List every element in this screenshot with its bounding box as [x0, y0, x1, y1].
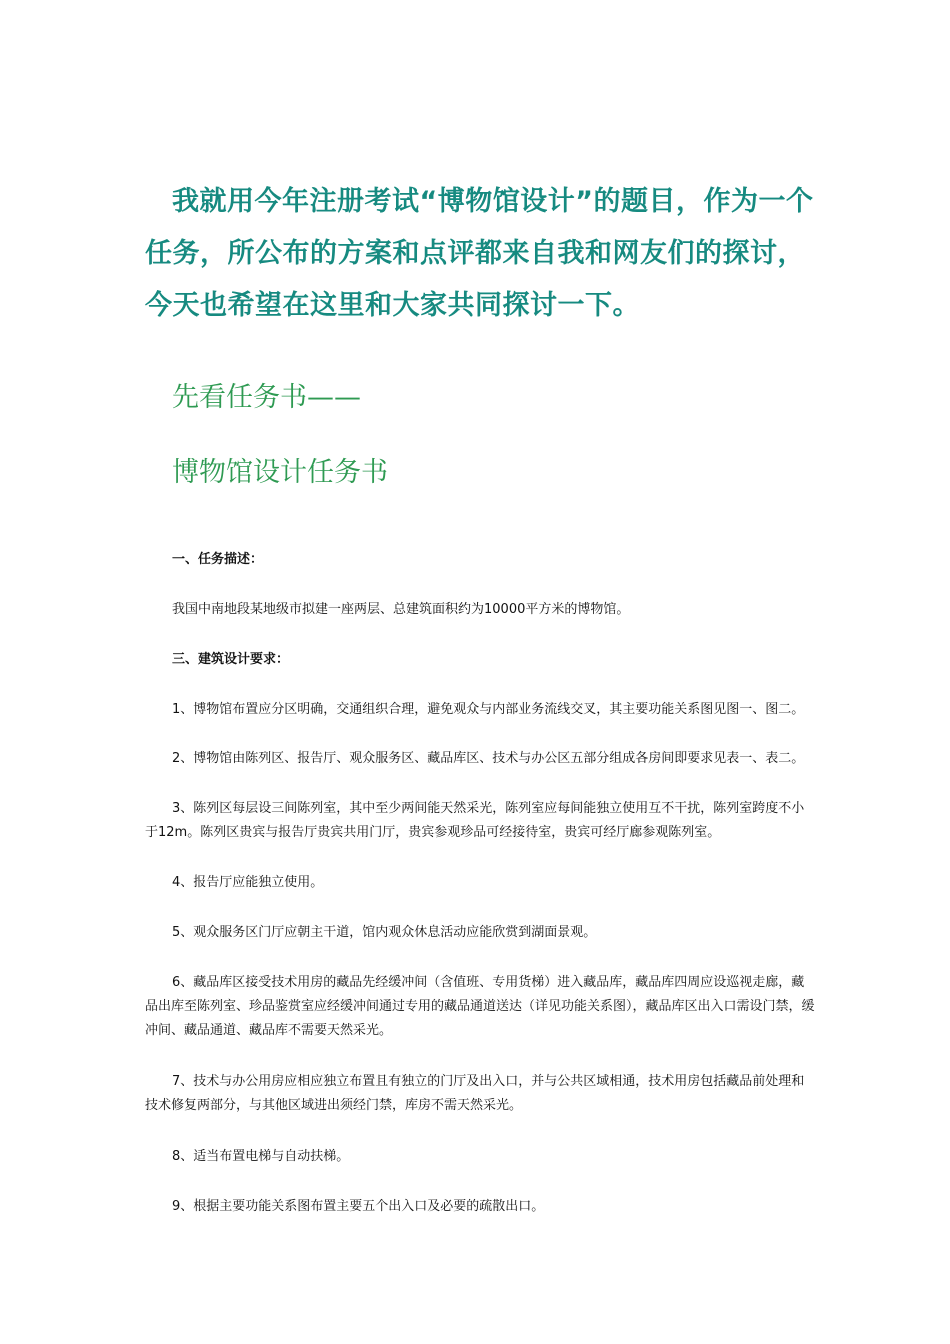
requirement-item: 5、观众服务区门厅应朝主干道，馆内观众休息活动应能欣赏到湖面景观。: [172, 925, 597, 940]
task-description-text: 我国中南地段某地级市拟建一座两层、总建筑面积约为10000平方米的博物馆。: [172, 602, 630, 617]
requirement-item: 3、陈列区每层设三间陈列室，其中至少两间能天然采光，陈列室应每间能独立使用互不干扰，陈列室跨度不小于12m。陈列区贵宾与报告厅贵宾共用门厅，贵宾参观珍品可经接待室，贵宾可经厅廊参观陈列室。: [145, 801, 805, 840]
heading-task-preview: 先看任务书——: [172, 382, 361, 413]
requirement-item: 4、报告厅应能独立使用。: [172, 875, 324, 890]
heading-task-book: 博物馆设计任务书: [172, 457, 388, 488]
requirement-item: 2、博物馆由陈列区、报告厅、观众服务区、藏品库区、技术与办公区五部分组成各房间即要求见表一、表二。: [172, 751, 805, 766]
section-title-design-requirements: 三、建筑设计要求：: [172, 652, 290, 667]
requirement-item: 9、根据主要功能关系图布置主要五个出入口及必要的疏散出口。: [172, 1199, 545, 1214]
requirement-item: 8、适当布置电梯与自动扶梯。: [172, 1149, 350, 1164]
intro-paragraph: 我就用今年注册考试“博物馆设计”的题目，作为一个任务，所公布的方案和点评都来自我和网友们的探讨，今天也希望在这里和大家共同探讨一下。: [145, 186, 814, 321]
section-title-task-description: 一、任务描述：: [172, 552, 264, 567]
requirement-item: 1、博物馆布置应分区明确，交通组织合理，避免观众与内部业务流线交叉，其主要功能关系图见图一、图二。: [172, 702, 805, 717]
requirement-item: 6、藏品库区接受技术用房的藏品先经缓冲间（含值班、专用货梯）进入藏品库，藏品库四周应设巡视走廊，藏品出库至陈列室、珍品鉴赏室应经缓冲间通过专用的藏品通道送达（详见功能关系图），藏品库区出入口需设门禁，缓冲间、藏品通道、藏品库不需要天然采光。: [145, 975, 815, 1038]
requirement-item: 7、技术与办公用房应相应独立布置且有独立的门厅及出入口，并与公共区域相通，技术用房包括藏品前处理和技术修复两部分，与其他区域进出须经门禁，库房不需天然采光。: [145, 1074, 805, 1113]
